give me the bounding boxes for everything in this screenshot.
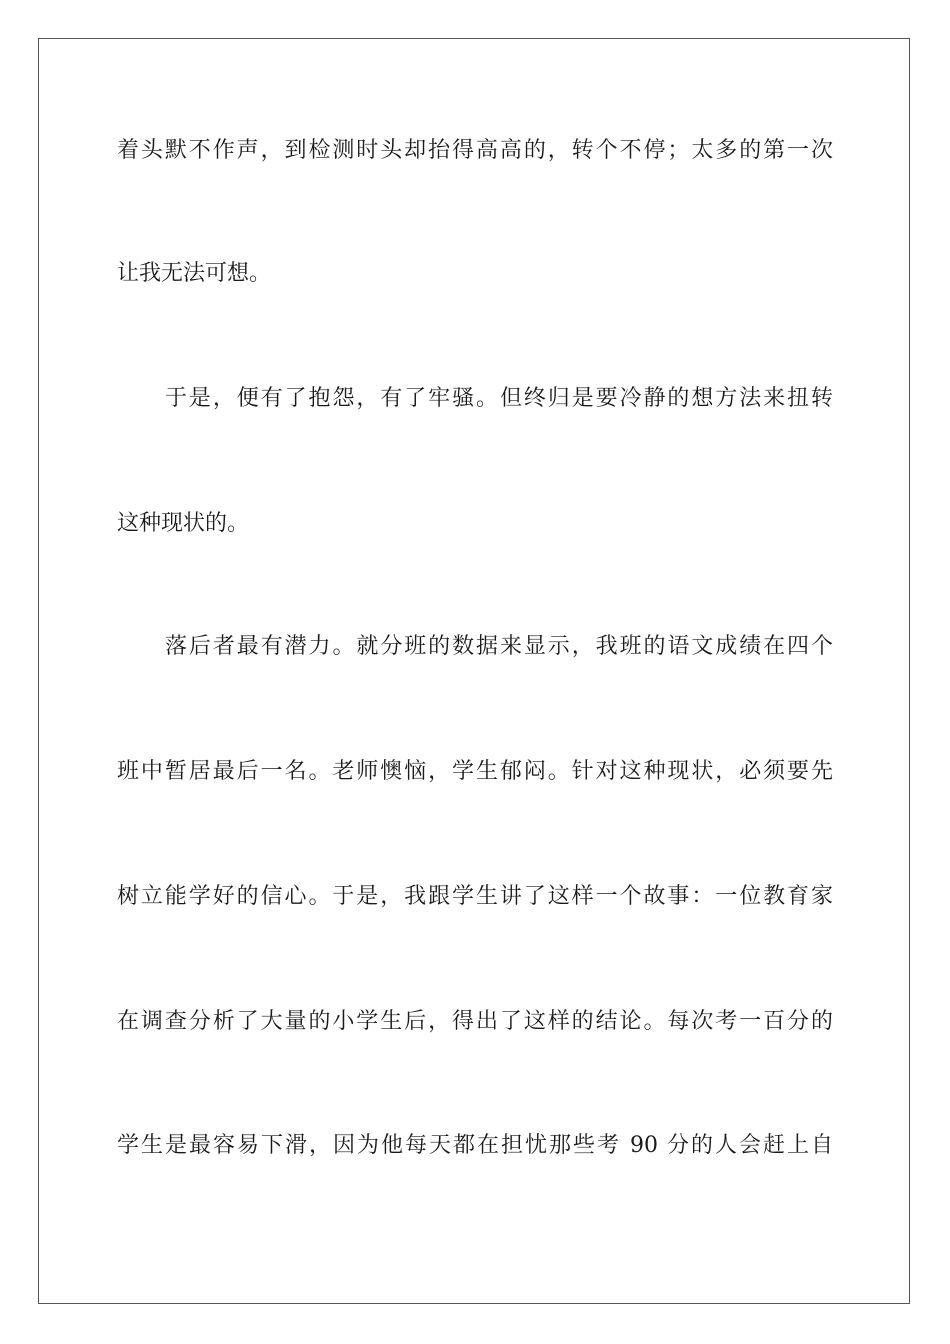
text-line: 树立能学好的信心。于是，我跟学生讲了这样一个故事：一位教育家 <box>117 884 833 909</box>
text-line: 班中暂居最后一名。老师懊恼，学生郁闷。针对这种现状，必须要先 <box>117 759 833 784</box>
text-line: 让我无法可想。 <box>117 261 272 286</box>
text-line: 于是，便有了抱怨，有了牢骚。但终归是要冷静的想方法来扭转 <box>165 386 833 411</box>
text-line: 这种现状的。 <box>117 511 250 536</box>
text-line: 在调查分析了大量的小学生后，得出了这样的结论。每次考一百分的 <box>117 1009 833 1034</box>
text-line: 落后者最有潜力。就分班的数据来显示，我班的语文成绩在四个 <box>165 634 833 659</box>
page-border <box>38 38 910 1304</box>
text-line: 着头默不作声，到检测时头却抬得高高的，转个不停；太多的第一次 <box>117 138 833 163</box>
text-line: 学生是最容易下滑，因为他每天都在担忧那些考 90 分的人会赶上自 <box>117 1133 833 1158</box>
